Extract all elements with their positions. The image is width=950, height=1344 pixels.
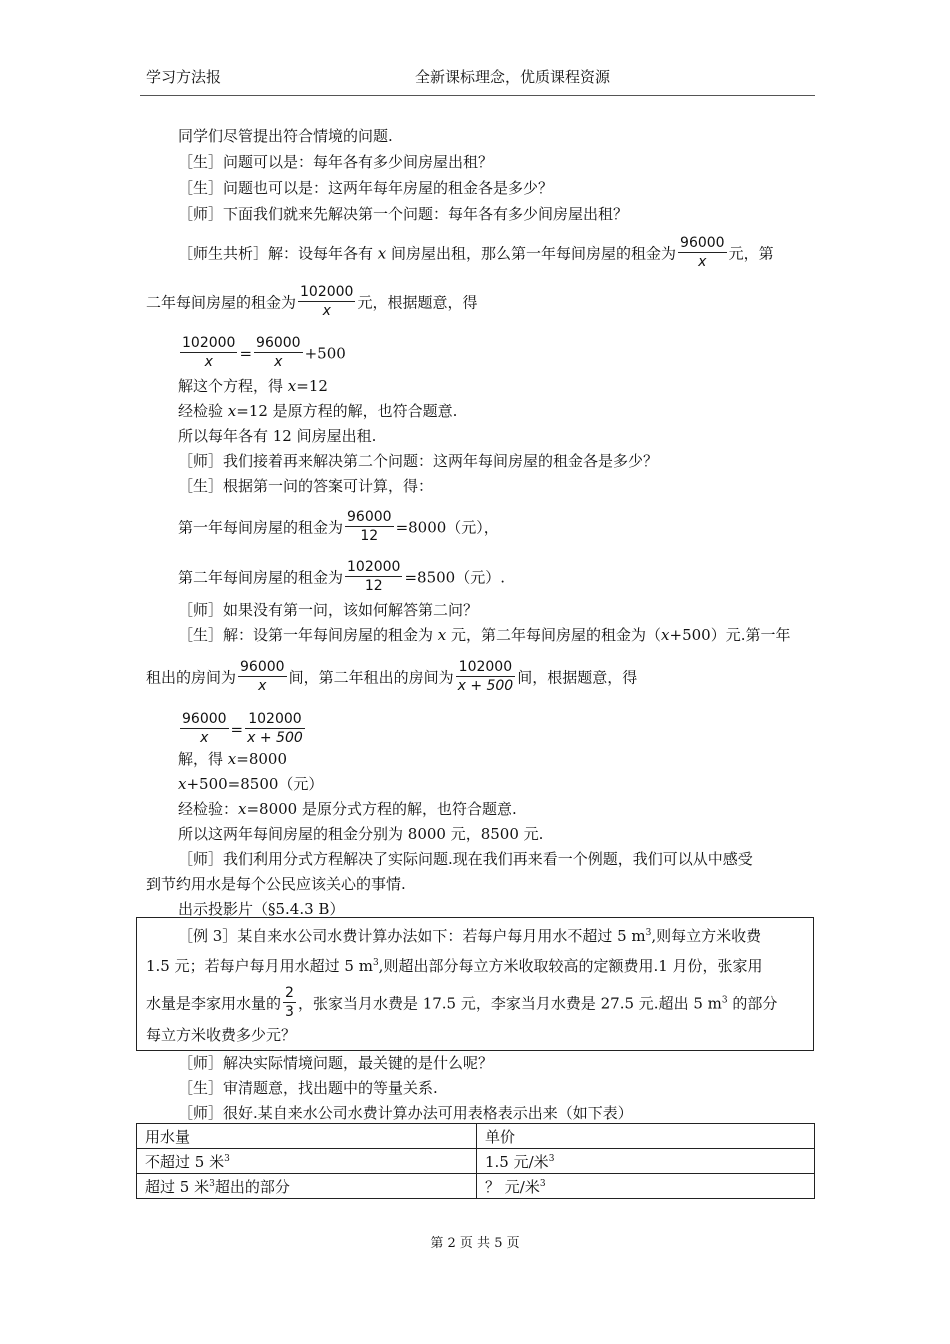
text: 间房屋出租，那么第一年每间房屋的租金为 [386,244,677,263]
fraction-num: 102000 [182,335,236,351]
text: 元，第二年每间房屋的租金为（ [446,626,662,644]
fraction-den: x [274,354,283,370]
text: 第一年每间房屋的租金为 [178,518,344,537]
variable: x [287,377,297,395]
text: ［例 3］某自来水公司水费计算办法如下：若每户每月用水不超过 5 m [178,927,646,945]
fraction [254,334,303,371]
para-line: ［师］很好.某自来水公司水费计算办法可用表格表示出来（如下表） [178,1104,633,1122]
table-header-row [137,1124,815,1149]
variable: x [227,402,237,420]
text: = [230,720,244,739]
fraction [345,508,394,545]
text: ,则超出部分每立方米收取较高的定额费用.1 月份，张家用 [378,957,763,975]
para-line: ［师］我们利用分式方程解决了实际问题.现在我们再来看一个例题，我们可以从中感受 [178,850,753,868]
fraction-num: 2 [285,985,294,1001]
superscript: 3 [721,995,728,1006]
para-line [178,799,517,819]
text: 不超过 5 米 [145,1152,225,1171]
para-line: 所以这两年每间房屋的租金分别为 8000 元，8500 元. [178,825,544,843]
table-cell [477,1174,815,1199]
fraction-den: x [322,303,331,319]
para-line [178,560,505,597]
para-line [178,510,499,547]
text: 租出的房间为 [146,668,237,687]
para-line: ［师］下面我们就来先解决第一个问题：每年各有多少间房屋出租？ [178,205,629,223]
fraction [298,283,355,320]
superscript: 3 [372,958,379,968]
fraction [238,658,287,695]
text: =8000（元）， [395,518,499,537]
fraction-num: 102000 [347,559,401,575]
table-row [137,1174,815,1199]
fraction [678,234,727,271]
text: 二年每间房屋的租金为 [146,293,297,312]
fraction [245,710,305,747]
fraction-den: 3 [285,1004,294,1020]
header-rule [140,95,815,96]
variable: x [661,626,670,644]
superscript: 3 [209,1178,215,1189]
table-header: 用水量 [137,1124,477,1149]
example-line: 每立方米收费多少元？ [146,1026,297,1044]
text: 第二年每间房屋的租金为 [178,568,344,587]
text: 经检验： [178,800,239,818]
text: 元，根据题意，得 [357,293,478,312]
text: 经检验 [178,402,228,420]
text: =12 是原方程的解，也符合题意. [236,402,458,420]
example-line [146,956,763,976]
text: =8000 [236,750,287,768]
text: ［生］解：设第一年每间房屋的租金为 [178,626,438,644]
text: 1.5 元/米 [485,1152,549,1171]
text: +500=8500（元） [186,775,324,793]
para-line: ［生］问题可以是：每年各有多少间房屋出租？ [178,153,494,171]
para-line: ［师］解决实际情境问题，最关键的是什么呢？ [178,1054,494,1072]
example-line [178,926,761,946]
equation [178,712,307,749]
fraction-num: 102000 [245,710,305,729]
fraction-den: 12 [360,528,379,544]
variable: x [227,750,237,768]
text: 水量是李家用水量的 [146,994,282,1013]
text: =8500（元）. [404,568,505,587]
para-line [178,749,287,769]
para-line [178,236,774,273]
fraction-den: x [698,254,707,270]
table-row [137,1149,815,1174]
variable: x [178,775,187,793]
fraction [283,984,296,1021]
fee-table [136,1123,815,1199]
superscript: 3 [645,928,652,938]
para-line: 同学们尽管提出符合情境的问题. [178,127,393,145]
fraction [180,710,229,747]
text: =12 [296,377,328,395]
example-line [146,986,777,1023]
fraction [456,658,516,695]
para-line: ［师］如果没有第一问，该如何解答第二问？ [178,601,479,619]
fraction-den: x + 500 [247,730,303,746]
superscript: 3 [224,1153,230,1164]
text: 解这个方程，得 [178,377,288,395]
table-cell [477,1149,815,1174]
text: +500 [304,344,346,363]
para-line: 所以每年各有 12 间房屋出租. [178,427,377,445]
text: 超出的部分 [214,1177,290,1196]
text: =8000 是原分式方程的解，也符合题意. [246,800,517,818]
text: +500）元.第一年 [669,626,791,644]
superscript: 3 [548,1153,555,1164]
variable: x [238,800,247,818]
header-left: 学习方法报 [146,68,222,86]
para-line: ［生］问题也可以是：这两年每年房屋的租金各是多少？ [178,179,554,197]
header-right: 全新课标理念，优质课程资源 [415,68,611,86]
text: ？ 元/米 [485,1177,540,1196]
text: 间，第二年租出的房间为 [288,668,454,687]
fraction-num: 96000 [347,509,392,525]
fraction-den: 12 [364,578,383,594]
variable: x [437,626,447,644]
equation [178,336,346,373]
para-line [146,660,637,697]
fraction-num: 102000 [300,284,354,300]
text: 元，第 [728,244,774,263]
text: ，张家当月水费是 17.5 元，李家当月水费是 27.5 元.超出 5 m [297,994,722,1013]
fraction-den: x + 500 [457,678,514,694]
table-header: 单价 [477,1124,815,1149]
text: 的部分 [727,994,778,1013]
fraction [180,334,237,371]
para-line [146,285,477,322]
para-line [178,774,323,794]
fraction-den: x [204,354,213,370]
text: 超过 5 米 [145,1177,210,1196]
para-line [178,376,328,396]
fraction-num: 102000 [456,658,516,677]
text: ［师生共析］解：设每年各有 [178,244,378,263]
para-line [178,625,790,645]
table-cell [137,1174,477,1199]
fraction-num: 96000 [240,659,285,675]
superscript: 3 [539,1178,546,1189]
text: 1.5 元；若每户每月用水超过 5 m [146,957,373,975]
para-line: 到节约用水是每个公民应该关心的事情. [146,875,406,893]
fraction-den: x [258,678,267,694]
para-line: 出示投影片（§5.4.3 B） [178,900,345,918]
para-line: ［生］审清题意，找出题中的等量关系. [178,1079,438,1097]
text: = [239,344,253,363]
fraction-den: x [200,730,209,746]
para-line: ［师］我们接着再来解决第二个问题：这两年每间房屋的租金各是多少？ [178,452,659,470]
variable: x [377,244,387,263]
para-line: ［生］根据第一问的答案可计算，得： [178,477,434,495]
fraction [345,558,402,595]
page-footer: 第 2 页 共 5 页 [430,1236,520,1251]
text: ,则每立方米收费 [651,927,762,945]
fraction-num: 96000 [256,335,301,351]
text: 解，得 [178,750,228,768]
fraction-num: 96000 [182,711,227,727]
text: 间，根据题意，得 [517,668,638,687]
table-cell [137,1149,477,1174]
fraction-num: 96000 [680,235,725,251]
para-line [178,401,457,421]
